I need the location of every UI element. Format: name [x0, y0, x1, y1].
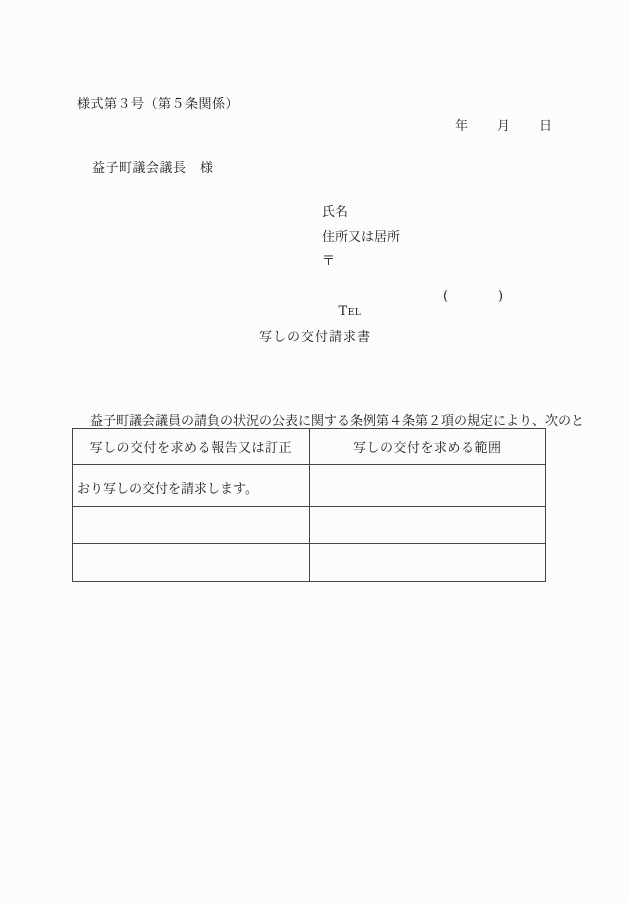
table-cell-blank — [73, 544, 310, 582]
tel-paren-close: ) — [498, 289, 504, 304]
tel-paren-open: ( — [443, 289, 449, 304]
date-line — [455, 115, 552, 134]
body-line: 益子町議会議員の請負の状況の公表に関する条例第４条第２項の規定により、次のと — [77, 414, 585, 429]
month-label: 月 — [497, 119, 511, 134]
tel-line — [322, 289, 532, 319]
tel-label: Tel — [338, 304, 362, 319]
table-header-row — [73, 429, 546, 465]
postal-mark-icon: 〒 — [322, 254, 336, 269]
table-row — [73, 465, 546, 507]
body-line: おり写しの交付を請求します。 — [77, 481, 258, 497]
form-number: 様式第３号（第５条関係） — [77, 97, 240, 112]
table-cell-blank — [73, 465, 310, 507]
applicant-name-label: 氏名 — [322, 205, 349, 220]
table-cell-blank — [309, 544, 546, 582]
table-row — [73, 544, 546, 582]
table-cell-blank — [309, 465, 546, 507]
year-label: 年 — [455, 119, 469, 134]
table-cell-blank — [73, 507, 310, 544]
table-header-report: 写しの交付を求める報告又は訂正 — [73, 429, 310, 465]
document-title: 写しの交付請求書 — [258, 330, 371, 345]
table-cell-blank — [309, 507, 546, 544]
recipient-line: 益子町議会議長 様 — [92, 161, 214, 176]
table-row — [73, 507, 546, 544]
applicant-address-label: 住所又は居所 — [322, 230, 401, 245]
request-table — [72, 428, 546, 582]
day-label: 日 — [539, 119, 553, 134]
table-header-scope: 写しの交付を求める範囲 — [309, 429, 546, 465]
